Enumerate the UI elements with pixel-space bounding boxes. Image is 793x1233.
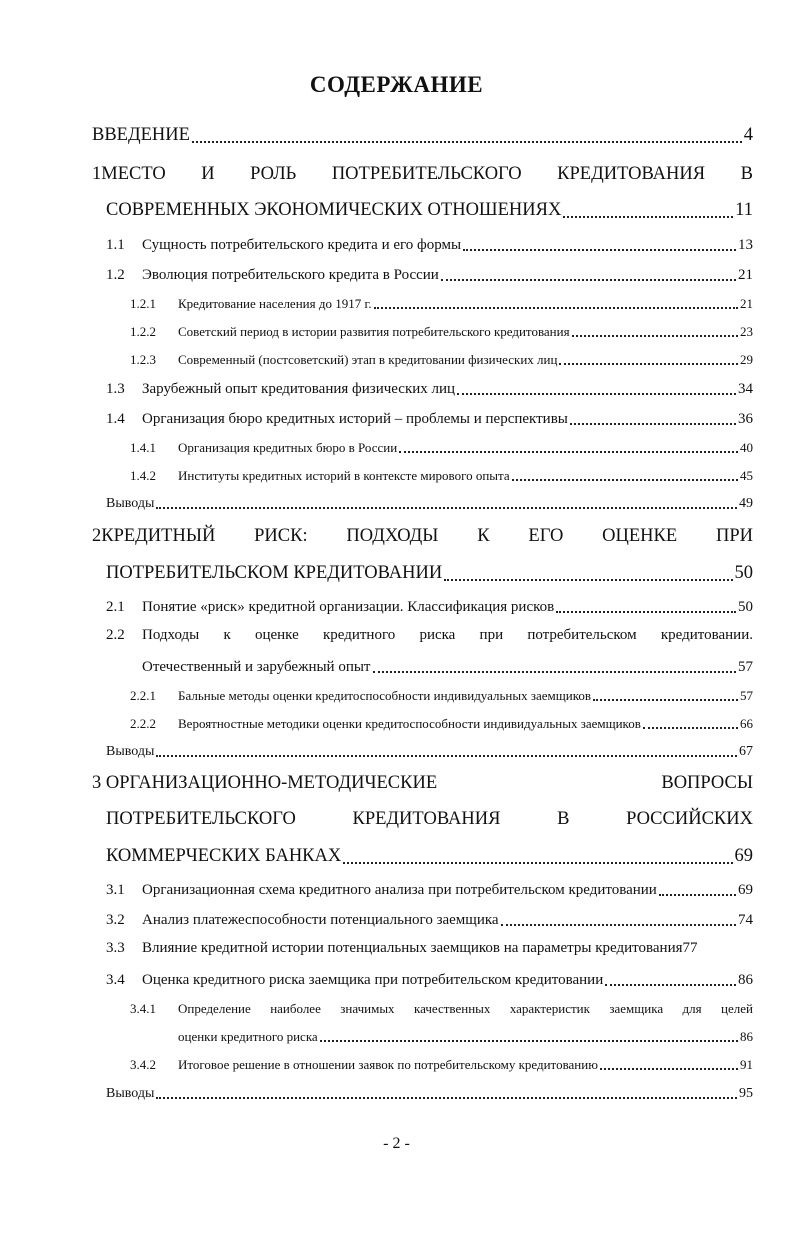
toc-entry-text: Кредитование населения до 1917 г. (178, 296, 372, 312)
dot-leader (374, 293, 738, 309)
toc-section-number: 2.1 (106, 598, 125, 615)
toc-conclusions-1[interactable] (106, 495, 753, 512)
toc-entry-text: Выводы (106, 496, 155, 512)
toc-section-number: 1.2.2 (130, 324, 156, 340)
toc-entry-text: Анализ платежеспособности потенциального заемщика (142, 911, 499, 928)
dot-leader (643, 713, 738, 729)
toc-entry-text: оценки кредитного риска (178, 1029, 318, 1045)
toc-chapter-2-line1[interactable] (92, 526, 753, 547)
toc-section-number: 2.2 (106, 627, 125, 643)
toc-subsection-3-4-1-line2[interactable] (178, 1029, 753, 1045)
toc-page-number: 57 (740, 688, 753, 704)
toc-word: ОЦЕНКЕ (602, 526, 678, 546)
toc-word: значимых (340, 1001, 395, 1016)
toc-word: ПОТРЕБИТЕЛЬСКОГО (331, 164, 522, 184)
toc-page-number: 4 (743, 125, 753, 146)
toc-entry-text: Понятие «риск» кредитной организации. Классификация рисков (142, 598, 555, 615)
toc-section-number: 1.2.3 (130, 352, 156, 368)
toc-section-2-1[interactable] (106, 597, 753, 616)
toc-entry-text: Выводы (106, 744, 155, 760)
dot-leader (572, 321, 738, 337)
toc-chapter-3-line2[interactable] (106, 809, 753, 830)
toc-section-number: 3.4.2 (130, 1057, 156, 1073)
toc-word: для (682, 1001, 702, 1016)
toc-chapter-number: 3 (92, 773, 102, 793)
toc-page-number: 50 (738, 598, 753, 615)
toc-page-number: 67 (739, 744, 753, 760)
toc-word: целей (721, 1001, 753, 1016)
toc-entry-text: Институты кредитных историй в контексте мирового опыта (178, 468, 510, 484)
toc-chapter-3-line3[interactable] (106, 845, 753, 867)
toc-section-number: 1.4.1 (130, 440, 156, 456)
toc-entry-text: Сущность потребительского кредита и его формы (142, 236, 462, 253)
toc-word: РИСК: (254, 526, 308, 546)
toc-page-number: 74 (738, 911, 753, 928)
toc-section-2-2-line2[interactable] (142, 657, 753, 676)
dot-leader (444, 559, 732, 581)
toc-word: И (201, 164, 215, 184)
toc-subsection-1-2-1[interactable] (130, 296, 753, 312)
toc-page-number: 36 (738, 410, 753, 427)
toc-section-2-2-line1[interactable] (106, 627, 753, 644)
toc-page-number: 91 (740, 1057, 753, 1073)
dot-leader (192, 121, 742, 143)
toc-conclusions-2[interactable] (106, 743, 753, 760)
dot-leader (373, 654, 737, 673)
toc-entry-text: Вероятностные методики оценки кредитоспособности индивидуальных заемщиков (178, 716, 641, 732)
dot-leader (512, 465, 738, 481)
toc-entry-text: Организация бюро кредитных историй – проблемы и перспективы (142, 410, 568, 427)
page-title: СОДЕРЖАНИЕ (309, 72, 484, 97)
toc-subsection-2-2-2[interactable] (130, 716, 753, 732)
toc-entry-text: ВВЕДЕНИЕ (92, 125, 190, 146)
toc-entry-text: СОВРЕМЕННЫХ ЭКОНОМИЧЕСКИХ ОТНОШЕНИЯХ (106, 200, 562, 221)
toc-entry-text: КОММЕРЧЕСКИХ БАНКАХ (106, 846, 342, 867)
dot-leader (563, 196, 733, 218)
toc-entry-text: Организация кредитных бюро в России (178, 440, 398, 456)
toc-section-number: 1.4.2 (130, 468, 156, 484)
toc-word: Определение (178, 1001, 251, 1016)
toc-chapter-3-line1[interactable] (92, 773, 753, 794)
toc-page-number: 77 (682, 940, 698, 956)
toc-entry-text: Бальные методы оценки кредитоспособности индивидуальных заемщиков (178, 688, 592, 704)
toc-word: при (479, 627, 504, 643)
toc-section-number: 1.4 (106, 410, 125, 427)
dot-leader (441, 262, 736, 281)
toc-entry-text: Оценка кредитного риска заемщика при потребительском кредитовании (142, 971, 604, 988)
toc-page-number: 21 (740, 296, 753, 312)
toc-word: характеристик (509, 1001, 590, 1016)
toc-chapter-number: 2 (92, 526, 102, 546)
toc-word: В (557, 809, 570, 829)
toc-page-number: 13 (738, 236, 753, 253)
toc-word: РОЛЬ (250, 164, 297, 184)
toc-subsection-3-4-1-line1[interactable] (130, 1001, 753, 1017)
dot-leader (320, 1026, 738, 1042)
toc-subsection-1-4-2[interactable] (130, 468, 753, 484)
toc-chapter-number: 1 (92, 164, 102, 184)
toc-chapter-1-line2[interactable] (106, 199, 753, 221)
dot-leader (570, 406, 736, 425)
dot-leader (463, 232, 736, 251)
toc-section-number: 1.2 (106, 266, 125, 283)
toc-conclusions-3[interactable] (106, 1085, 753, 1102)
toc-entry-text: Советский период в истории развития потребительского кредитования (178, 324, 570, 340)
toc-section-3-1[interactable] (106, 880, 753, 899)
toc-word: качественных (413, 1001, 491, 1016)
toc-page-number: 29 (740, 352, 753, 368)
toc-entry-text: Влияние кредитной истории потенциальных заемщиков на параметры кредитования (142, 940, 683, 956)
toc-page-number: 57 (738, 658, 753, 675)
dot-leader (457, 376, 736, 395)
toc-section-number: 3.4.1 (130, 1001, 156, 1016)
dot-leader (600, 1054, 738, 1070)
toc-section-number: 2.2.1 (130, 688, 156, 704)
toc-section-number: 1.1 (106, 236, 125, 253)
toc-subsection-1-2-3[interactable] (130, 352, 753, 368)
dot-leader (593, 685, 738, 701)
toc-section-3-4[interactable] (106, 970, 753, 989)
toc-page-number: 86 (738, 971, 753, 988)
toc-section-1-2[interactable] (106, 265, 753, 284)
toc-subsection-2-2-1[interactable] (130, 688, 753, 704)
toc-word: ОРГАНИЗАЦИОННО-МЕТОДИЧЕСКИЕ (105, 773, 438, 793)
toc-page-number: 21 (738, 266, 753, 283)
toc-word: ВОПРОСЫ (661, 773, 753, 793)
dot-leader (156, 740, 737, 757)
toc-chapter-2-line2[interactable] (106, 562, 753, 584)
toc-word: риска (419, 627, 456, 643)
toc-word: К (477, 526, 490, 546)
toc-page-number: 45 (740, 468, 753, 484)
toc-page-number: 95 (739, 1086, 753, 1102)
toc-section-number: 3.2 (106, 911, 125, 928)
dot-leader (501, 907, 736, 926)
toc-page-number: 34 (738, 380, 753, 397)
toc-word: МЕСТО (101, 164, 166, 184)
toc-word: оценке (254, 627, 299, 643)
dot-leader (399, 437, 738, 453)
toc-word: кредитовании. (660, 627, 753, 643)
dot-leader (156, 1082, 737, 1099)
toc-entry-text: Эволюция потребительского кредита в России (142, 266, 439, 283)
toc-entry-text: Отечественный и зарубежный опыт (142, 658, 371, 675)
toc-word: ПОДХОДЫ (346, 526, 439, 546)
toc-word: кредитного (322, 627, 396, 643)
toc-entry-text: ПОТРЕБИТЕЛЬСКОМ КРЕДИТОВАНИИ (106, 563, 443, 584)
toc-chapter-1-line1[interactable] (92, 164, 753, 185)
dot-leader (559, 349, 738, 365)
toc-section-3-2[interactable] (106, 910, 753, 929)
toc-word: В (740, 164, 753, 184)
toc-section-number: 2.2.2 (130, 716, 156, 732)
toc-page-number: 69 (734, 846, 753, 867)
toc-entry-text: Итоговое решение в отношении заявок по потребительскому кредитованию (178, 1057, 598, 1073)
toc-section-number: 3.4 (106, 971, 125, 988)
dot-leader (659, 877, 736, 896)
toc-page-number: 66 (740, 716, 753, 732)
toc-word: КРЕДИТНЫЙ (101, 526, 216, 546)
dot-leader (605, 967, 736, 986)
toc-section-number: 1.2.1 (130, 296, 156, 312)
toc-subsection-1-2-2[interactable] (130, 324, 753, 340)
toc-word: ПРИ (715, 526, 753, 546)
toc-section-1-4[interactable] (106, 409, 753, 428)
toc-page-number: 50 (734, 563, 753, 584)
toc-word: РОССИЙСКИХ (626, 809, 753, 829)
page-number-footer: - 2 - (383, 1135, 410, 1152)
toc-section-number: 3.1 (106, 881, 125, 898)
toc-page-number: 86 (740, 1029, 753, 1045)
toc-page-number: 69 (738, 881, 753, 898)
toc-word: потребительском (527, 627, 637, 643)
toc-page-number: 40 (740, 440, 753, 456)
toc-entry-introduction[interactable] (92, 124, 753, 146)
toc-entry-text: Зарубежный опыт кредитования физических лиц (142, 380, 456, 397)
dot-leader (156, 492, 737, 509)
toc-word: к (223, 627, 231, 643)
toc-word: Подходы (142, 627, 200, 643)
toc-entry-text: Организационная схема кредитного анализа при потребительском кредитовании (142, 881, 657, 898)
toc-section-3-3[interactable] (106, 940, 753, 957)
toc-subsection-1-4-1[interactable] (130, 440, 753, 456)
toc-section-1-3[interactable] (106, 379, 753, 398)
toc-section-number: 3.3 (106, 940, 125, 956)
toc-word: наиболее (270, 1001, 321, 1016)
dot-leader (556, 594, 736, 613)
toc-page-number: 49 (739, 496, 753, 512)
toc-word: КРЕДИТОВАНИЯ (557, 164, 706, 184)
toc-entry-text: Выводы (106, 1086, 155, 1102)
dot-leader (343, 842, 732, 864)
toc-word: ПОТРЕБИТЕЛЬСКОГО (106, 809, 296, 829)
toc-section-1-1[interactable] (106, 235, 753, 254)
toc-word: ЕГО (528, 526, 564, 546)
toc-subsection-3-4-2[interactable] (130, 1057, 753, 1073)
toc-page-number: 11 (735, 200, 753, 221)
toc-word: КРЕДИТОВАНИЯ (352, 809, 501, 829)
toc-section-number: 1.3 (106, 380, 125, 397)
toc-entry-text: Современный (постсоветский) этап в кредитовании физических лиц (178, 352, 558, 368)
toc-page-number: 23 (740, 324, 753, 340)
toc-word: заемщика (609, 1001, 664, 1016)
